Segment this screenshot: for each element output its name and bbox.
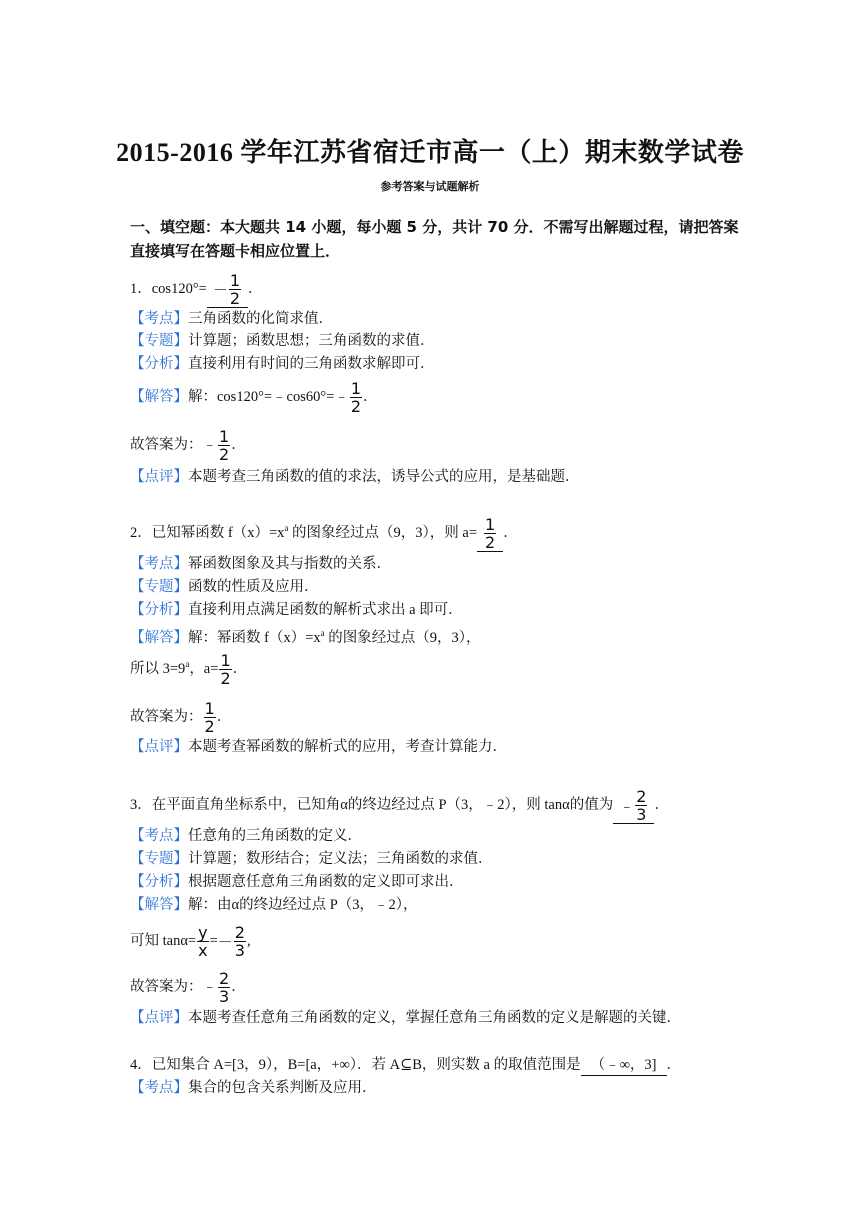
q4-answer-blank: （﹣∞，3] [581, 1055, 667, 1076]
q1-jieda [130, 380, 378, 415]
q3-equals: = [209, 932, 218, 949]
q2-answer-blank [477, 516, 503, 552]
q1-kaodian-text: 三角函数的化简求值． [188, 311, 333, 327]
tag-dianping: 【点评】 [130, 739, 188, 755]
fraction-numerator: 2 [636, 787, 647, 806]
fraction-numerator: 1 [219, 427, 230, 446]
answer-prefix: 故答案为： [130, 978, 203, 995]
tag-zhuanti: 【专题】 [130, 333, 188, 349]
q3-stem-text: 3．在平面直角坐标系中，已知角α的终边经过点 P（3，﹣2），则 tanα的值为 [130, 796, 614, 813]
q3-answer-fraction [635, 788, 647, 823]
fraction-denominator: 3 [234, 941, 245, 960]
q2-stem-text-2: 的图象经过点（9，3），则 a= [288, 524, 478, 541]
q3-answer-sign: ﹣ [619, 796, 635, 815]
q2-answer-fraction [484, 516, 496, 551]
period: ． [231, 436, 246, 453]
q3-zhuanti-text: 计算题；数形结合；定义法；三角函数的求值． [188, 851, 493, 867]
tag-kaodian: 【考点】 [130, 828, 188, 844]
q1-stem [130, 272, 263, 308]
fraction-numerator: 2 [234, 923, 245, 942]
fraction-numerator: 1 [350, 379, 362, 398]
q2-answer [130, 700, 231, 735]
q3-ratio-fraction [197, 924, 208, 959]
fraction-denominator: 2 [219, 445, 230, 464]
q4-stem [130, 1055, 681, 1076]
q2-kaodian-text: 幂函数图象及其与指数的关系． [188, 556, 391, 572]
q3-answer [130, 970, 246, 1005]
period: ． [666, 1057, 682, 1073]
q3-answer-blank [613, 788, 654, 824]
page-subtitle: 参考答案与试题解析 [380, 180, 480, 193]
q2-dianping-text: 本题考查幂函数的解析式的应用，考查计算能力． [188, 739, 507, 755]
section-heading-line2: 直接填写在答题卡相应位置上． [130, 242, 341, 260]
q2-step [130, 652, 247, 687]
q1-jieda-fraction [350, 380, 362, 415]
answer-prefix: 故答案为： [130, 708, 203, 725]
q3-step-sign: － [217, 932, 233, 951]
q2-jieda-exponent: a [320, 628, 325, 638]
q2-stem-text: 2．已知幂函数 f（x）=x [130, 524, 285, 541]
q2-stem-exponent: a [284, 523, 289, 533]
q2-fenxi-text: 直接利用点满足函数的解析式求出 a 即可． [188, 602, 463, 618]
q1-dianping [130, 467, 580, 487]
fraction-numerator: 1 [485, 515, 496, 534]
q3-fenxi [130, 872, 464, 892]
q4-kaodian-text: 集合的包含关系判断及应用． [188, 1080, 377, 1096]
fraction-denominator: 2 [350, 397, 362, 416]
q4-kaodian [130, 1078, 377, 1098]
q3-fenxi-text: 根据题意任意角三角函数的定义即可求出． [188, 874, 464, 890]
q3-step-fraction [234, 924, 246, 959]
q3-answer-sign-text: ﹣ [202, 978, 217, 995]
fraction-denominator: x [198, 941, 208, 960]
tag-fenxi: 【分析】 [130, 602, 188, 618]
period: ． [216, 708, 232, 725]
q1-answer [130, 428, 246, 463]
comma: , [246, 932, 251, 949]
tag-jieda: 【解答】 [130, 388, 188, 405]
tag-fenxi: 【分析】 [130, 874, 188, 890]
q2-step-text-2: ，a= [189, 660, 219, 677]
tag-jieda: 【解答】 [130, 897, 188, 913]
q3-stem [130, 788, 669, 824]
q2-zhuanti [130, 577, 319, 597]
q2-fenxi [130, 600, 463, 620]
q1-zhuanti-text: 计算题；函数思想；三角函数的求值． [188, 333, 435, 349]
tag-zhuanti: 【专题】 [130, 579, 188, 595]
fraction-numerator: 1 [229, 271, 241, 290]
q2-zhuanti-text: 函数的性质及应用． [188, 579, 319, 595]
q2-kaodian [130, 554, 391, 574]
period: ． [654, 796, 669, 813]
tag-fenxi: 【分析】 [130, 356, 188, 372]
tag-kaodian: 【考点】 [130, 1080, 188, 1096]
period: ． [248, 280, 263, 297]
fraction-denominator: 2 [220, 669, 231, 688]
q3-zhuanti [130, 849, 493, 869]
tag-dianping: 【点评】 [130, 1010, 188, 1026]
q1-zhuanti [130, 331, 435, 351]
tag-kaodian: 【考点】 [130, 311, 188, 327]
q3-dianping-text: 本题考查任意角三角函数的定义，掌握任意角三角函数的定义是解题的关键． [188, 1010, 681, 1026]
q1-answer-sign: － [212, 280, 228, 299]
period: ． [231, 978, 246, 995]
q3-step [130, 924, 251, 959]
tag-kaodian: 【考点】 [130, 556, 188, 572]
fraction-denominator: 2 [229, 289, 241, 308]
q2-step-text: 所以 3=9 [130, 660, 186, 677]
q1-fenxi-text: 直接利用有时间的三角函数求解即可． [188, 356, 435, 372]
tag-jieda: 【解答】 [130, 629, 188, 646]
q1-jieda-text: 解：cos120°=﹣cos60°=﹣ [188, 388, 349, 405]
page-title: 2015-2016 学年江苏省宿迁市高一（上）期末数学试卷 [116, 138, 744, 167]
q2-jieda-text: 解：幂函数 f（x）=x [188, 629, 321, 646]
q1-answer-sign-text: ﹣ [202, 436, 217, 453]
fraction-denominator: 3 [219, 987, 230, 1006]
fraction-denominator: 3 [636, 805, 647, 824]
period: ． [363, 388, 378, 405]
q1-answer-fraction [229, 272, 241, 307]
q3-dianping [130, 1008, 681, 1028]
fraction-denominator: 2 [204, 717, 215, 736]
period: ． [232, 660, 248, 677]
tag-dianping: 【点评】 [130, 469, 188, 485]
q2-jieda [130, 623, 481, 648]
tag-zhuanti: 【专题】 [130, 851, 188, 867]
q2-stem [130, 516, 518, 552]
fraction-numerator: 1 [204, 699, 215, 718]
q1-fenxi [130, 354, 435, 374]
q3-final-fraction [218, 970, 230, 1005]
q3-kaodian-text: 任意角的三角函数的定义． [188, 828, 362, 844]
q3-step-text: 可知 tanα= [130, 932, 197, 949]
q2-dianping [130, 737, 507, 757]
q1-final-fraction [218, 428, 230, 463]
q2-final-fraction [204, 700, 216, 735]
q1-kaodian [130, 309, 333, 329]
q3-jieda-text: 解：由α的终边经过点 P（3，﹣2）， [188, 897, 418, 913]
q2-jieda-text-2: 的图象经过点（9，3）， [324, 629, 481, 646]
fraction-numerator: 1 [220, 651, 231, 670]
answer-prefix: 故答案为： [130, 436, 203, 453]
section-heading-line1: 一、填空题：本大题共 14 小题，每小题 5 分，共计 70 分．不需写出解题过程，请把答案 [130, 218, 739, 236]
q3-kaodian [130, 826, 362, 846]
q3-jieda [130, 895, 418, 915]
q1-stem-text: 1．cos120°= [130, 280, 207, 297]
q2-step-exponent: a [185, 659, 190, 669]
fraction-denominator: 2 [485, 533, 496, 552]
q1-answer-blank [207, 272, 248, 308]
q2-step-fraction [219, 652, 231, 687]
fraction-numerator: y [198, 923, 208, 942]
period: ． [503, 524, 518, 541]
fraction-numerator: 2 [219, 969, 230, 988]
q4-stem-text: 4．已知集合 A=[3，9），B=[a，+∞）．若 A⊆B，则实数 a 的取值范围是 [130, 1057, 581, 1073]
q1-dianping-text: 本题考查三角函数的值的求法，诱导公式的应用，是基础题． [188, 469, 580, 485]
